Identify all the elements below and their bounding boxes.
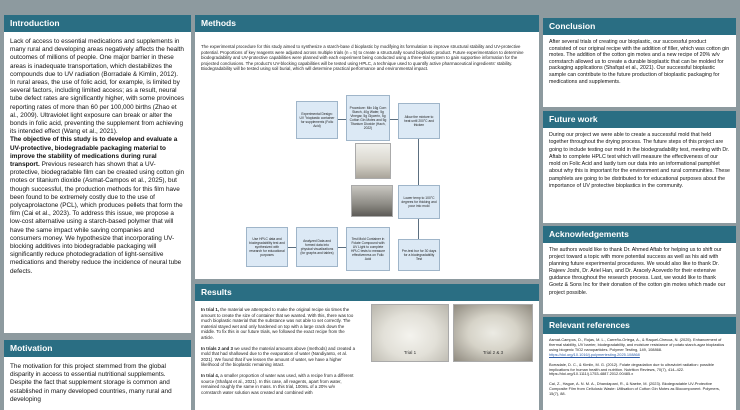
flow-box-analyzed-data: Analyzed Data and formed data into physical visualizations (for graphs and tables): [296, 227, 338, 267]
flow-arrow: [288, 247, 296, 248]
results-header: Results: [195, 284, 539, 301]
references-panel: [543, 317, 736, 410]
procedure-photo: [355, 143, 391, 179]
trial-1-lead: In trial 1,: [201, 307, 220, 312]
flow-arrow: [390, 119, 398, 120]
trial-2-3-lead: In trials 2 and 3: [201, 345, 233, 351]
references-list: [543, 334, 736, 406]
conclusion-text: After several trials of creating our bioplastic, our successful product consisted of our original recipe with the addition of filler, which was cotton gin motes. The addition of the cotton gin motes and a new recipe of 20% w/v cornstarch allowed us to create a durable bioplastic that can be molded for packaging applications (Shafqat et al., 2021). Our successful bioplastic sample can contribute to the future production of bioplastic packaging for medications and supplements.: [549, 39, 730, 85]
flow-arrow: [418, 219, 419, 239]
trial-2-3-caption: Trial 2 & 3: [482, 350, 504, 355]
methods-panel: [195, 15, 539, 279]
reference-text: Cai, Z., Hague, A. N. M. A., Dhandapani, R., & Naebe, M. (2023). Biodegradable UV-Protective Composite Film from Cellulosic Waste: Utilisation of Cotton Gin Motes as Biocomponent. Polymers, 15(7), 88.: [549, 381, 720, 397]
flow-box-biodegradability: Pre-test bur for 30 days for a biodegradability Test: [398, 239, 440, 271]
flow-box-procedure: Procedure: Mix 16g Corn Starch, 40g Water, 5g Vinegar, 5g Glycerin, 5g Cotton Gin Motes and 5g Titanium Dioxide (Hach, 2022): [346, 95, 390, 141]
introduction-paragraph-1: Lack of access to essential medications and supplements in many rural and developing areas negatively affects the health outcomes of millions of people. One major barrier in these areas is inadequate transportation, which destabilizes the compounds due to UV radiation (Borradale & Kimlin, 2012). In rural areas, the use of folic acid, for example, is limited by several factors, including limited access; as a result, neural tube defect rates are significantly higher, with some provinces reporting rates of more than 60 per 100,000 births (Zhao et al., 2009). Ultraviolet light exposure can break or alter the bonds in folic acid, preventing the supplement from achieving its intended effect (Wang et al., 2021).: [10, 38, 185, 136]
reference-item: [549, 382, 730, 397]
trial-2-3-text: we used the material amounts above (methods) and created a mold that had shallowed due to the evaporation of water (Nandiyanto, et al. 2021). We found that if we lessen the amount of water, we have a higher likelihood of the bioplastic remaining intact.: [201, 345, 356, 368]
future-work-text: During our project we were able to create a successful mold that held together throughout the drying process. The future steps of this project are going to include testing our mold in the biodegradability test, meeting with Dr. Aftab to complete HPLC test which will measure the effectiveness of our mold on Folic Acid and lastly turn our data into an informational pamphlet about why this is important for the environment and rural communities. These pamphlets are going to be distributed to for educational purposes about the importance of UV protective bioplastics in the community.: [549, 132, 730, 190]
trial-4-text: a smaller proportion of water was used, with a recipe from a different source (Shafqat et al., 2021). In this case, all reagents, apart from water, remained roughly the same in mass. In this trial, 100mL of a 20% w/v cornstarch water solution was created and combined with: [201, 372, 354, 395]
results-panel: [195, 284, 539, 410]
flow-arrow: [418, 139, 419, 185]
motivation-header: Motivation: [4, 340, 191, 357]
flow-arrow: [338, 119, 346, 120]
introduction-header: Introduction: [4, 15, 191, 32]
trial-4-lead: In trial 4,: [201, 372, 220, 378]
future-work-panel: [543, 111, 736, 223]
reference-link[interactable]: https://doi.org/10.1016/j.polymertesting.2025.108868: [549, 351, 640, 357]
flow-arrow: [338, 247, 346, 248]
introduction-paragraph-2: [10, 136, 185, 275]
introduction-text: [4, 32, 191, 280]
flow-box-lower-temp: Lower temp to 100°C degrees for thicking and pour into mold: [398, 185, 440, 219]
acknowledgements-header: Acknowledgements: [543, 226, 736, 243]
acknowledgements-text: The authors would like to thank Dr. Ahmed Aftab for helping us to shift our project toward a topic with more potential success as well as his aid with planning future experimental procedures. We would also like to thank Dr. Rajeev Joshi, Dr. Ariel Han, and Dr. Aracely Acevedo for their extensive guidance throughout the research process. Last, we would like to thank Goetz & Sons Inc for their donation of the cotton gin motes which made our project possible.: [549, 247, 726, 296]
reference-item: [549, 338, 730, 358]
trial-1-caption: Trial 1: [403, 350, 417, 355]
acknowledgements-panel: [543, 226, 736, 314]
results-trial-1: [201, 307, 355, 341]
objective-statement: The objective of this study is to develop and evaluate a UV-protective, biodegradable packaging material to improve the stability of medications during rural transport.: [10, 136, 178, 169]
results-trial-2-3: [201, 346, 355, 368]
references-header: Relevant references: [543, 317, 736, 334]
results-trial-4: [201, 373, 355, 395]
heating-photo: [351, 185, 393, 217]
flow-box-hplc-data: Use HPLC data and biodegradability test and synthesized with research for educational purposes: [246, 227, 288, 267]
reference-item: [549, 363, 730, 378]
methods-text: The experimental procedure for this study aimed to synthesize a starch-base d bioplastic by modifying its formulation to improve structural stability and UV-protective potential. Proportions of key reagents were adjusted across multiple trials (n = 5) to create a structurally sound bioplastic product. Future experimentation to determine biodegradability and UV-protective capabilities were planned with each experiment being conducted using a three-trial system to gain supportive information for the projected conclusions. The product's UV-blocking capabilities will be tested using HPLC, a technique used to quantify active pharmaceutical ingredients' stability. Biodegradability will be tested using soil burial, which will determine practical performance and environmental impact.: [201, 44, 524, 72]
reference-text: Borradale, D. C., & Kimlin, M. G. (2012). Folate degradation due to ultraviolet radiation: possible implications for human health and nutrition. Nutrition Reviews, 70(7), 414–422. https://doi.org/10.1111/j.1753-4887.2012.00485.x: [549, 361, 715, 377]
reference-text: Asmat-Campos, D., Rojas, M. L., Carreño-Ortega, A., & Raquel-Checca, N. (2025). Enhancement of thermal stability, UV barrier, biodegradability, and moisture resistance of potato starch-agar bioplastics using biogenic TiO2 nanoparticles. Polymer Testing, 149, 108868.: [549, 337, 725, 352]
flow-box-experimental-design: Experimental Design: UV "bioplastic container for supplements (Folic Acid): [296, 101, 338, 139]
introduction-panel: [4, 15, 191, 333]
introduction-paragraph-2-body: Previous research has shown that a UV-protective, biodegradable film can be created using cotton gin motes or titanium dioxide (Asmat-Campos et al., 2025), but though successful, the production methods for this film have been found to be extremely costly due to the use of polycaprolactone (PCL), which produces pellets that form the film (Cai et al., 2023). To address this issue, we propose a low-cost alternative using a starch-based polymer that will have the same impact while saving companies and consumers money. We hypothesize that incorporating UV-blocking additives into biodegradable packaging will significantly reduce photodegradation of light-sensitive medications and thereby reduce the incidence of neural tube defects.: [10, 161, 185, 275]
motivation-text: The motivation for this project stemmed from the global disparity in access to essential nutritional supplements. Despite the fact that supplement storage is common and established in many developed countries, many rural and developing: [10, 363, 172, 403]
flow-box-test-mold: Test Mold Container in Folate Compound with UV Light to complete HPLC tests to measure effectiveness on Folic Acid: [346, 227, 390, 271]
conclusion-header: Conclusion: [543, 18, 736, 35]
conclusion-panel: [543, 18, 736, 107]
motivation-panel: [4, 340, 191, 410]
results-text: [195, 301, 361, 401]
flow-box-heat-mixture: Allow the mixture to heat until 200°C and thicken: [398, 103, 440, 139]
future-work-header: Future work: [543, 111, 736, 128]
trial-1-text: the material we attempted to make the original recipe six times the amount to create the size of container that we wanted. With this, there was too much bioplastic material that the substance was not able to set correctly. The material stayed wet and only hardened on top with a large crack down the middle. To fix this in our future trials, we followed the exact recipe from the article.: [201, 307, 354, 340]
methods-header: Methods: [195, 15, 539, 32]
